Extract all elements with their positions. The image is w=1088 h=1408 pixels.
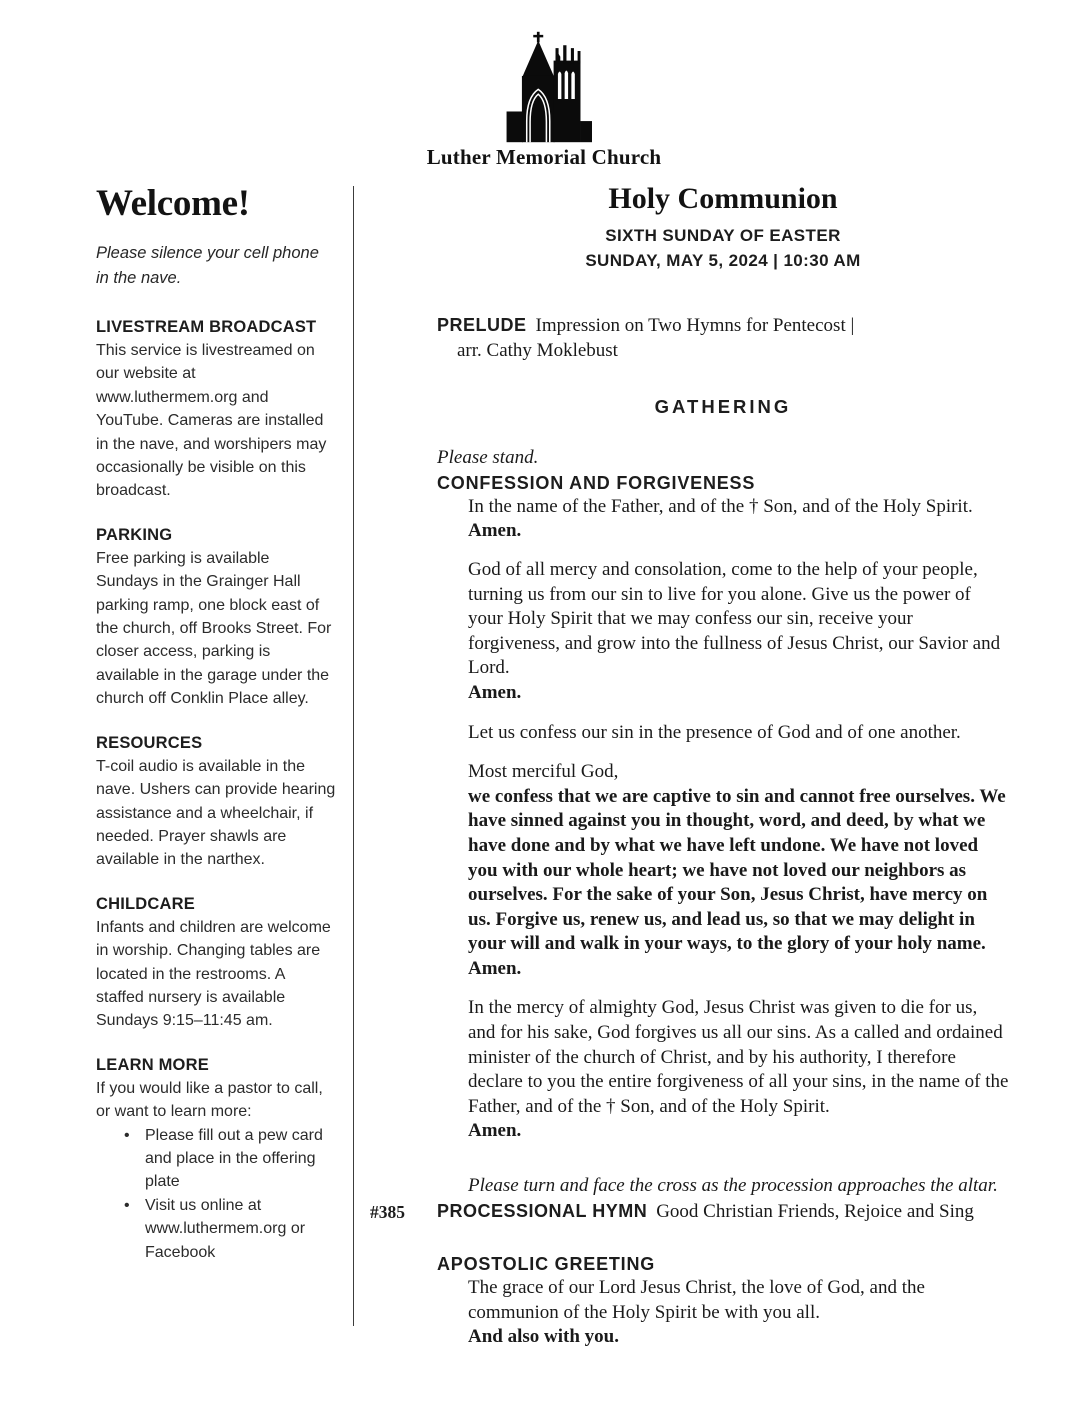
- amen-response: Amen.: [468, 1120, 522, 1142]
- section-heading: LEARN MORE: [96, 1055, 209, 1074]
- section-body: Free parking is available Sundays in the Grainger Hall parking ramp, one block east of the church, off Brooks Street. For closer access, parking is available in the garage under the church off Conklin Place alley.: [96, 549, 332, 708]
- amen-response: Amen.: [468, 681, 522, 703]
- service-title: Holy Communion: [608, 182, 838, 215]
- prelude-title: Impression on Two Hymns for Pentecost |: [535, 315, 855, 336]
- amen-response: Amen.: [468, 957, 522, 979]
- list-item: • Please fill out a pew card and place in the offering plate: [122, 1124, 336, 1194]
- processional-hymn-label: PROCESSIONAL HYMN: [437, 1200, 648, 1221]
- welcome-title: Welcome!: [96, 183, 250, 224]
- column-divider: [353, 186, 354, 1326]
- list-item: • Visit us online at www.luthermem.org or Facebook: [122, 1194, 336, 1264]
- service-subtitle-day: SIXTH SUNDAY OF EASTER: [605, 226, 841, 245]
- silence-note: Please silence your cell phone in the nave.: [96, 244, 319, 287]
- invocation: In the name of the Father, and of the † Son, and of the Holy Spirit.: [468, 495, 973, 517]
- processional-hymn-line: [370, 1199, 1009, 1225]
- greeting-response: And also with you.: [468, 1326, 619, 1348]
- welcome-sidebar: [96, 184, 336, 1285]
- procession-rubric: Please turn and face the cross as the procession approaches the altar.: [468, 1175, 998, 1197]
- processional-hymn-title: Good Christian Friends, Rejoice and Sing: [656, 1200, 974, 1222]
- confession-invitation: Let us confess our sin in the presence of God and of one another.: [468, 721, 961, 743]
- section-heading: PARKING: [96, 525, 173, 544]
- section-childcare: [96, 893, 336, 1033]
- section-body: Infants and children are welcome in worship. Changing tables are located in the restrooms. A staffed nursery is available Sundays 9:15–11:45 am.: [96, 918, 331, 1030]
- section-heading: LIVESTREAM BROADCAST: [96, 318, 317, 336]
- service-subtitle-date: SUNDAY, MAY 5, 2024 | 10:30 AM: [585, 251, 861, 270]
- confession-intro: Most merciful God,: [468, 761, 619, 783]
- masthead: [0, 30, 1088, 170]
- absolution: In the mercy of almighty God, Jesus Christ was given to die for us, and for his sake, God forgives us all our sins. As a called and ordained minister of the church of Christ, and by his authority, I therefore declare to you the entire forgiveness of all your sins, in the name of the Father, and of the † Son, and of the Holy Spirit.: [468, 997, 1009, 1117]
- section-learn-more: [96, 1054, 336, 1264]
- church-name: Luther Memorial Church: [426, 145, 662, 169]
- section-heading: CHILDCARE: [96, 894, 195, 913]
- prelude-label: PRELUDE: [437, 315, 527, 335]
- section-body: This service is livestreamed on our website at www.luthermem.org and YouTube. Cameras are installed in the nave, and worshipers may occasionally be visible on this broadcast.: [96, 342, 327, 500]
- section-resources: [96, 732, 336, 872]
- prelude-line: [437, 313, 1009, 339]
- prayer-consolation: God of all mercy and consolation, come to the help of your people, turning us from our sin to live for you alone. Give us the power of your Holy Spirit that we may confess our sin, receive your forgiveness, and grow into the fullness of Jesus Christ, our Savior and Lord.: [468, 558, 1001, 679]
- greeting-body: The grace of our Lord Jesus Christ, the love of God, and the communion of the Holy Spirit be with you all.: [468, 1277, 925, 1323]
- apostolic-greeting-heading: APOSTOLIC GREETING: [437, 1254, 656, 1275]
- gathering-heading: GATHERING: [654, 396, 792, 418]
- church-silhouette-icon: [496, 30, 592, 144]
- section-livestream: [96, 316, 336, 503]
- stand-rubric: Please stand.: [437, 447, 539, 469]
- amen-response: Amen.: [468, 520, 522, 542]
- section-body: T-coil audio is available in the nave. Ushers can provide hearing assistance and a wheelchair, if needed. Prayer shawls are available in the narthex.: [96, 757, 336, 869]
- section-body: If you would like a pastor to call, or want to learn more:: [96, 1079, 323, 1121]
- section-heading: RESOURCES: [96, 733, 203, 752]
- confession-heading: CONFESSION AND FORGIVENESS: [437, 472, 756, 493]
- order-of-service: [370, 181, 1009, 1350]
- confession-body: we confess that we are captive to sin and cannot free ourselves. We have sinned against you in thought, word, and deed, by what we have done and by what we have left undone. We have not loved you with our whole heart; we have not loved our neighbors as ourselves. For the sake of your Son, Jesus Christ, have mercy on us. Forgive us, renew us, and lead us, so that we may delight in your will and walk in your ways, to the glory of your holy name.: [468, 785, 1006, 955]
- section-parking: [96, 524, 336, 711]
- learn-more-list: [96, 1124, 336, 1264]
- prelude-arranger: arr. Cathy Moklebust: [457, 339, 618, 361]
- hymn-number: #385: [370, 1201, 405, 1222]
